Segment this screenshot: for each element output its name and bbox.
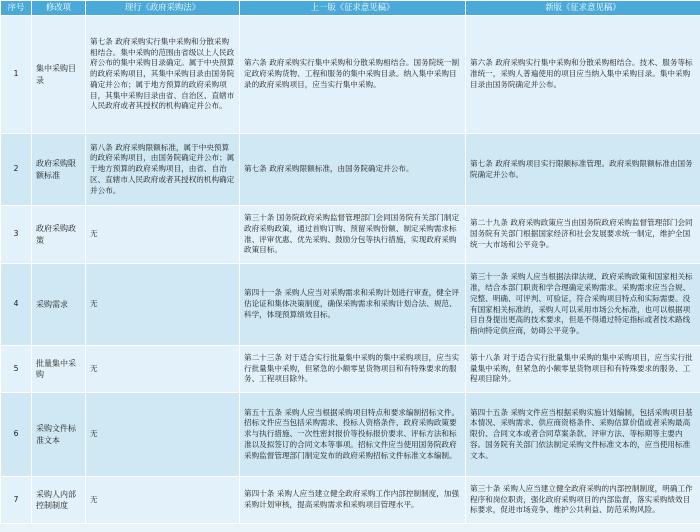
table-row xyxy=(1,477,700,524)
table-row xyxy=(1,206,700,264)
row-item: 政府采购政策 xyxy=(32,206,86,264)
row-new-draft: 第二十九条 政府采购政策应当由国务院政府采购监督管理部门会同国务院有关部门根据国家经济和社会发展要求统一制定，维护全国统一大市场和公平竞争。 xyxy=(466,206,700,264)
row-current-law: 无 xyxy=(86,206,240,264)
header-row xyxy=(1,1,700,16)
row-previous-draft: 第七条 政府采购限额标准，由国务院确定并公布。 xyxy=(240,134,466,206)
row-item: 批量集中采购 xyxy=(32,346,86,393)
row-new-draft: 第六条 政府采购实行集中采购和分散采购相结合。技术、服务等标准统一，采购人普遍使用的项目应当纳入集中采购目录。集中采购目录由国务院确定并公布。 xyxy=(466,16,700,134)
row-item: 采购需求 xyxy=(32,264,86,346)
row-seq: 7 xyxy=(1,477,32,524)
header-new-draft: 新版《征求意见稿》 xyxy=(466,1,700,16)
header-previous-draft: 上一版《征求意见稿》 xyxy=(240,1,466,16)
header-item: 修改项 xyxy=(32,1,86,16)
row-current-law: 第八条 政府采购限额标准，属于中央预算的政府采购项目，由国务院确定并公布；属于地方预算的政府采购项目，由省、自治区、直辖市人民政府或者其授权的机构确定并公布。 xyxy=(86,134,240,206)
row-new-draft: 第四十五条 采购文件应当根据采购实施计划编制，包括采购项目基本情况、采购需求、供应商资格条件、采购估算价值或者采购最高限价、合同文本或者合同草案条款、评审方法、等标期等主要内容。国务院有关部门依法制定采购文件标准文本的，应当使用标准文本。 xyxy=(466,393,700,477)
row-item: 采购人内部控制制度 xyxy=(32,477,86,524)
row-new-draft: 第三十条 采购人应当建立健全政府采购的内部控制制度，明确工作程序和岗位职责，强化政府采购项目的内部监督，落实采购绩效目标要求，促进市场竞争、维护公共利益、防范采购风险。 xyxy=(466,477,700,524)
row-current-law: 第七条 政府采购实行集中采购和分散采购相结合。集中采购的范围由省级以上人民政府公布的集中采购目录确定。属于中央预算的政府采购项目，其集中采购目录由国务院确定并公布；属于地方预算的政府采购项目，其集中采购目录由省、自治区、直辖市人民政府或者其授权的机构确定并公布。 xyxy=(86,16,240,134)
table-row xyxy=(1,393,700,477)
row-item: 集中采购目录 xyxy=(32,16,86,134)
row-item: 政府采购限额标准 xyxy=(32,134,86,206)
header-current-law: 现行《政府采购法》 xyxy=(86,1,240,16)
row-previous-draft: 第二十三条 对于适合实行批量集中采购的集中采购项目，应当实行批量集中采购，但紧急的小额零星货物项目和有特殊要求的服务、工程项目除外。 xyxy=(240,346,466,393)
row-item: 采购文件标准文本 xyxy=(32,393,86,477)
table-row xyxy=(1,16,700,134)
row-previous-draft: 第五十五条 采购人应当根据采购项目特点和要求编制招标文件。招标文件应当包括采购需求、投标人资格条件、政府采购政策要求与执行措施、一次性密封报价等投标报价要求、评标方法和标准以及拟签订的合同文本等事项。招标文件应当使用国务院政府采购监督管理部门制定发布的政府采购招标文件标准文本编制。 xyxy=(240,393,466,477)
row-previous-draft: 第四十一条 采购人应当对采购需求和采购计划进行审查，健全评估论证和集体决策制度，确保采购需求和采购计划合法、规范、科学，体现预算绩效目标。 xyxy=(240,264,466,346)
row-seq: 3 xyxy=(1,206,32,264)
row-seq: 4 xyxy=(1,264,32,346)
row-current-law: 无 xyxy=(86,346,240,393)
row-seq: 1 xyxy=(1,16,32,134)
row-current-law: 无 xyxy=(86,477,240,524)
row-seq: 2 xyxy=(1,134,32,206)
table-row xyxy=(1,264,700,346)
row-seq: 6 xyxy=(1,393,32,477)
row-current-law: 无 xyxy=(86,264,240,346)
row-new-draft: 第七条 政府采购项目实行限额标准管理。政府采购限额标准由国务院确定并公布。 xyxy=(466,134,700,206)
row-previous-draft: 第三十条 国务院政府采购监督管理部门会同国务院有关部门制定政府采购政策，通过首购订购、预留采购份额、制定采购需求标准、评审优惠、优先采购、鼓励分包等执行措施，实现政府采购政策目标。 xyxy=(240,206,466,264)
row-current-law: 无 xyxy=(86,393,240,477)
header-seq: 序号 xyxy=(1,1,32,16)
table-row xyxy=(1,134,700,206)
table-row xyxy=(1,346,700,393)
row-seq: 5 xyxy=(1,346,32,393)
row-previous-draft: 第六条 政府采购实行集中采购和分散采购相结合。国务院统一制定政府采购货物、工程和服务的集中采购目录。纳入集中采购目录的政府采购项目，应当实行集中采购。 xyxy=(240,16,466,134)
row-previous-draft: 第四十条 采购人应当建立健全政府采购工作内部控制制度，加强采购计划审核，提高采购需求和采购项目管理水平。 xyxy=(240,477,466,524)
row-new-draft: 第三十一条 采购人应当根据法律法规、政府采购政策和国家相关标准，结合本部门职责和学合理确定采购需求。采购需求应当合规、完整、明确、可评判、可验证，符合采购项目特点和实际需要。没有国家相关标准的，采购人可以采用市场公允标准，也可以根据项目自身提出更高的技术要求，但是不得通过特定指标或者技术路线指向特定供应商，妨碍公平竞争。 xyxy=(466,264,700,346)
row-new-draft: 第十八条 对于适合实行批量集中采购的集中采购项目，应当实行批量集中采购，但紧急的小额零星货物项目和有特殊要求的服务、工程项目除外。 xyxy=(466,346,700,393)
